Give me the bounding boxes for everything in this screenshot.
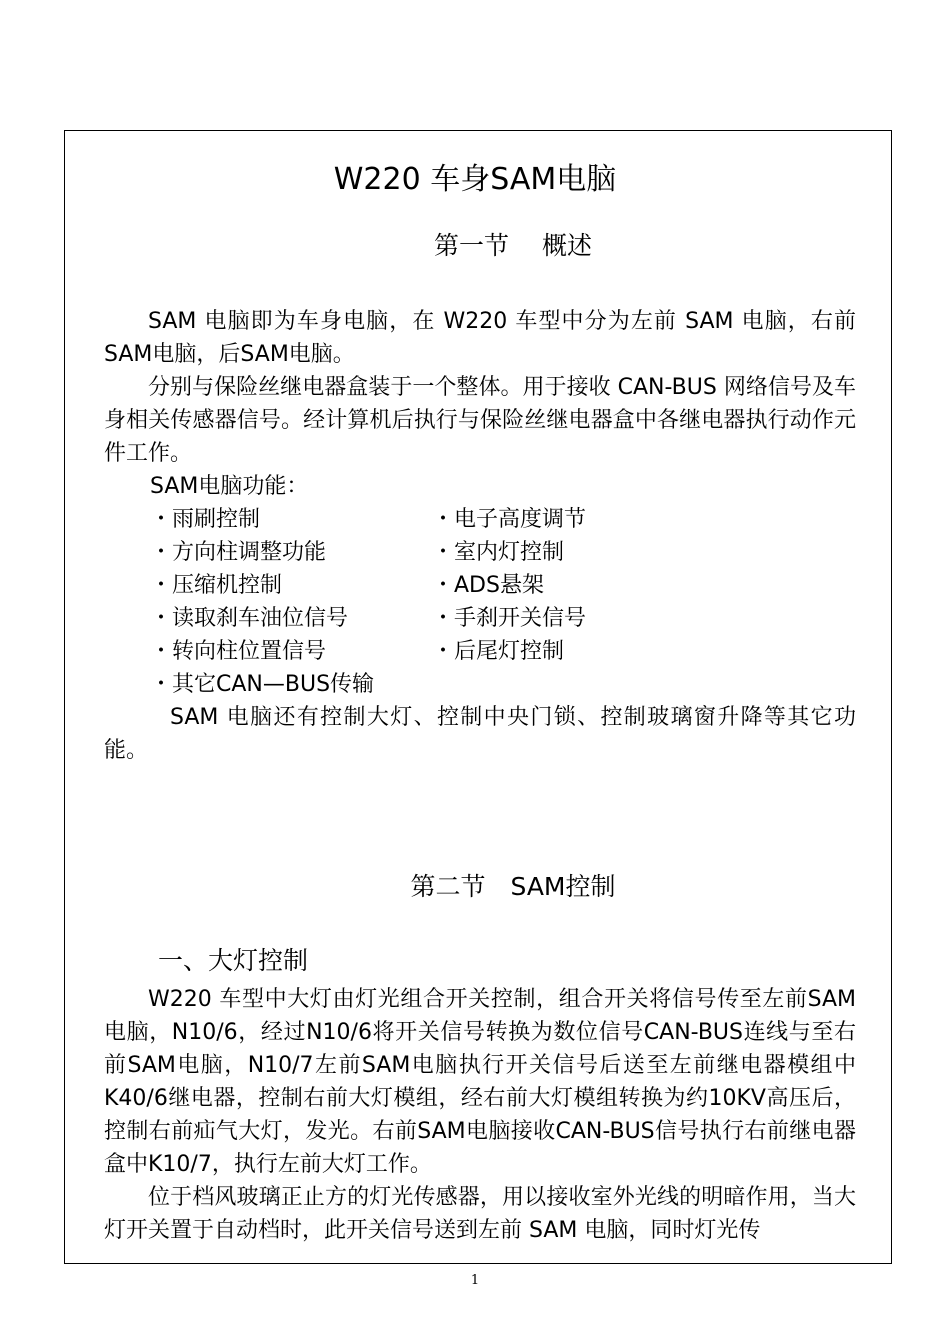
functions-label: SAM电脑功能： [150, 474, 309, 499]
section-1-closing: SAM 电脑还有控制大灯、控制中央门锁、控制玻璃窗升降等其它功能。 [104, 705, 856, 763]
section-1-heading: 第一节 概述 [434, 231, 592, 260]
function-item: ・其它CAN—BUS传输 [150, 672, 375, 697]
function-item: ・读取刹车油位信号 [150, 606, 349, 631]
function-item: ・手刹开关信号 [432, 606, 587, 631]
subsection-heading: 一、大灯控制 [158, 946, 309, 975]
function-item: ・雨刷控制 [150, 507, 261, 532]
function-item: ・后尾灯控制 [432, 639, 565, 664]
section-1-paragraph-1: SAM 电脑即为车身电脑，在 W220 车型中分为左前 SAM 电脑，右前 SAM电脑，后SAM电脑。 [104, 309, 856, 367]
function-item: ・ADS悬架 [432, 573, 544, 598]
section-2-paragraph-1: W220 车型中大灯由灯光组合开关控制，组合开关将信号传至左前SAM电脑，N10/6，经过N10/6将开关信号转换为数位信号CAN-BUS连线与至右前SAM电脑，N10/7左前SAM电脑执行开关信号后送至左前继电器模组中K40/6继电器，控制右前大灯模组，经右前大灯模组转换为约10KV高压后，控制右前疝气大灯，发光。右前SAM电脑接收CAN-BUS信号执行右前继电器盒中K10/7，执行左前大灯工作。 [104, 987, 856, 1177]
function-item: ・室内灯控制 [432, 540, 565, 565]
section-1-paragraph-2: 分别与保险丝继电器盒装于一个整体。用于接收 CAN-BUS 网络信号及车身相关传感器信号。经计算机后执行与保险丝继电器盒中各继电器执行动作元件工作。 [104, 375, 856, 466]
document-title: W220 车身SAM电脑 [333, 162, 617, 197]
function-item: ・压缩机控制 [150, 573, 283, 598]
function-item: ・转向柱位置信号 [150, 639, 327, 664]
function-item: ・电子高度调节 [432, 507, 587, 532]
page-number: 1 [470, 1273, 480, 1288]
section-2-heading: 第二节 SAM控制 [410, 872, 616, 901]
section-2-paragraph-2: 位于档风玻璃正止方的灯光传感器，用以接收室外光线的明暗作用，当大灯开关置于自动档时，此开关信号送到左前 SAM 电脑，同时灯光传 [104, 1185, 856, 1243]
function-item: ・方向柱调整功能 [150, 540, 327, 565]
